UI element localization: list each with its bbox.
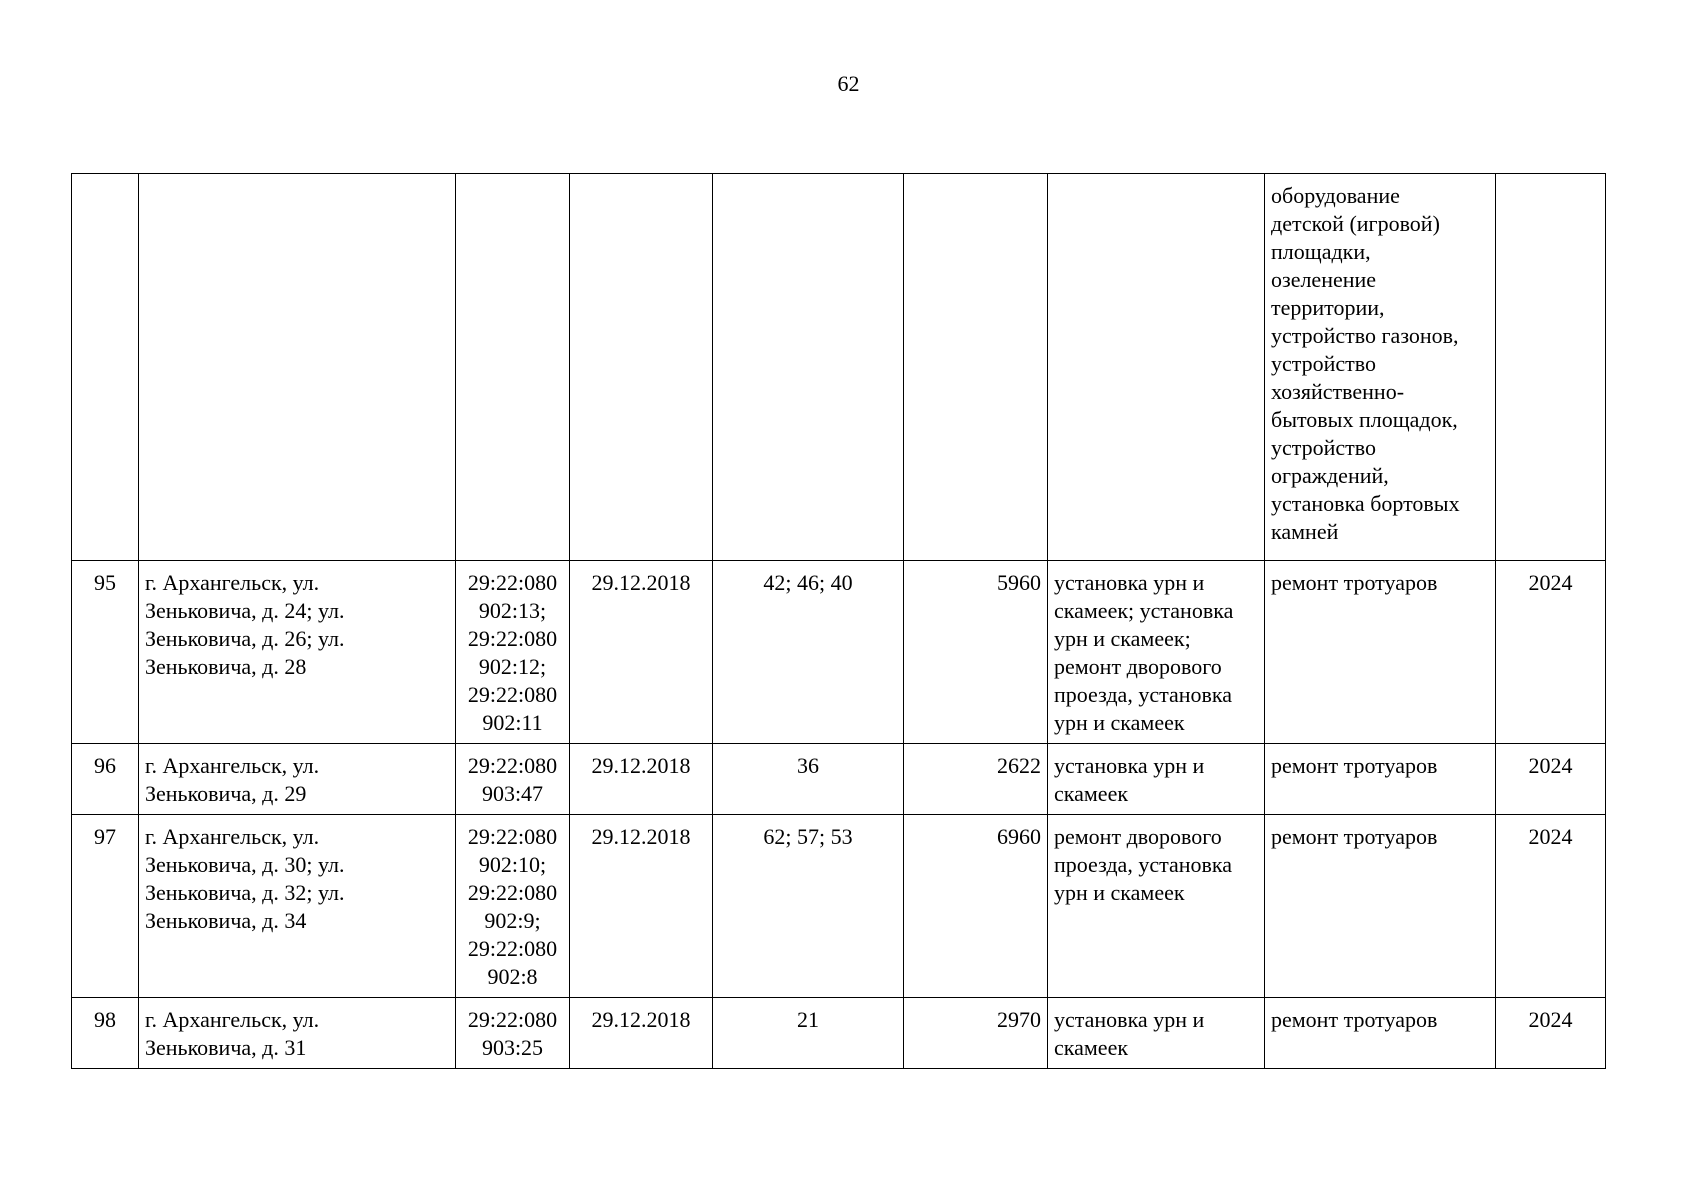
plan-line: установка бортовых	[1271, 491, 1460, 516]
address-line: Зеньковича, д. 24; ул.	[145, 598, 345, 623]
cell-planned-works	[1265, 744, 1496, 815]
page-number: 62	[837, 71, 860, 96]
address-line: Зеньковича, д. 34	[145, 908, 307, 933]
cell-completed-works	[1048, 174, 1265, 561]
cell-num: 97	[72, 815, 139, 998]
plan-line: хозяйственно-	[1271, 379, 1405, 404]
cell-apartments: 42; 46; 40	[713, 561, 904, 744]
plan-line: ремонт тротуаров	[1271, 753, 1438, 778]
cell-num: 96	[72, 744, 139, 815]
cell-date: 29.12.2018	[570, 998, 713, 1069]
cell-year: 2024	[1496, 998, 1606, 1069]
plan-line: бытовых площадок,	[1271, 407, 1458, 432]
done-line: урн и скамеек	[1054, 710, 1185, 735]
cell-cadastral	[456, 561, 570, 744]
cadastral-line: 902:9;	[484, 908, 541, 933]
cell-cadastral	[456, 815, 570, 998]
done-line: ремонт дворового	[1054, 824, 1222, 849]
cell-date: 29.12.2018	[570, 815, 713, 998]
cell-completed-works	[1048, 815, 1265, 998]
plan-line: площадки,	[1271, 239, 1371, 264]
table-row	[72, 998, 1606, 1069]
done-line: скамеек	[1054, 781, 1129, 806]
table-row	[72, 744, 1606, 815]
cadastral-line: 29:22:080	[467, 880, 558, 905]
cell-num	[72, 174, 139, 561]
cell-year: 2024	[1496, 744, 1606, 815]
address-line: г. Архангельск, ул.	[145, 1007, 320, 1032]
cadastral-line: 29:22:080	[467, 570, 558, 595]
cell-cadastral	[456, 998, 570, 1069]
plan-line: устройство	[1271, 351, 1377, 376]
yard-improvement-table	[71, 173, 1606, 1069]
plan-line: ремонт тротуаров	[1271, 824, 1438, 849]
cell-area: 2622	[904, 744, 1048, 815]
cell-num: 98	[72, 998, 139, 1069]
cell-address	[139, 815, 456, 998]
cell-completed-works	[1048, 561, 1265, 744]
cell-cadastral	[456, 174, 570, 561]
cadastral-line: 29:22:080	[467, 753, 558, 778]
cell-date	[570, 174, 713, 561]
table-row	[72, 815, 1606, 998]
address-line: Зеньковича, д. 26; ул.	[145, 626, 345, 651]
cadastral-line: 902:13;	[478, 598, 547, 623]
cell-year	[1496, 174, 1606, 561]
cell-planned-works	[1265, 174, 1496, 561]
cadastral-line: 903:25	[481, 1035, 544, 1060]
cadastral-line: 903:47	[481, 781, 544, 806]
done-line: проезда, установка	[1054, 682, 1233, 707]
cadastral-line: 29:22:080	[467, 682, 558, 707]
cell-completed-works	[1048, 998, 1265, 1069]
cadastral-line: 29:22:080	[467, 936, 558, 961]
plan-line: ограждений,	[1271, 463, 1389, 488]
cell-year: 2024	[1496, 815, 1606, 998]
cell-num: 95	[72, 561, 139, 744]
cell-address	[139, 174, 456, 561]
cadastral-line: 902:8	[487, 964, 538, 989]
done-line: установка урн и	[1054, 1007, 1205, 1032]
cadastral-line: 902:10;	[478, 852, 547, 877]
cell-apartments: 62; 57; 53	[713, 815, 904, 998]
plan-line: ремонт тротуаров	[1271, 1007, 1438, 1032]
address-line: Зеньковича, д. 31	[145, 1035, 307, 1060]
done-line: ремонт дворового	[1054, 654, 1222, 679]
cell-year: 2024	[1496, 561, 1606, 744]
cell-planned-works	[1265, 815, 1496, 998]
plan-line: устройство газонов,	[1271, 323, 1459, 348]
cell-date: 29.12.2018	[570, 561, 713, 744]
cell-address	[139, 998, 456, 1069]
cell-apartments: 36	[713, 744, 904, 815]
cadastral-line: 902:12;	[478, 654, 547, 679]
plan-line: камней	[1271, 519, 1339, 544]
done-line: установка урн и	[1054, 753, 1205, 778]
address-line: Зеньковича, д. 30; ул.	[145, 852, 345, 877]
done-line: установка урн и	[1054, 570, 1205, 595]
cell-address	[139, 744, 456, 815]
address-line: Зеньковича, д. 29	[145, 781, 307, 806]
done-line: урн и скамеек	[1054, 880, 1185, 905]
cadastral-line: 902:11	[482, 710, 543, 735]
done-line: урн и скамеек;	[1054, 626, 1191, 651]
cell-area: 5960	[904, 561, 1048, 744]
cell-area: 6960	[904, 815, 1048, 998]
cell-area	[904, 174, 1048, 561]
plan-line: территории,	[1271, 295, 1385, 320]
table-row	[72, 561, 1606, 744]
cell-date: 29.12.2018	[570, 744, 713, 815]
cadastral-line: 29:22:080	[467, 824, 558, 849]
done-line: скамеек; установка	[1054, 598, 1234, 623]
cadastral-line: 29:22:080	[467, 1007, 558, 1032]
cell-apartments	[713, 174, 904, 561]
cell-address	[139, 561, 456, 744]
address-line: г. Архангельск, ул.	[145, 753, 320, 778]
plan-line: оборудование	[1271, 183, 1400, 208]
plan-line: устройство	[1271, 435, 1377, 460]
cell-planned-works	[1265, 998, 1496, 1069]
cell-completed-works	[1048, 744, 1265, 815]
address-line: г. Архангельск, ул.	[145, 824, 320, 849]
address-line: г. Архангельск, ул.	[145, 570, 320, 595]
table-row-continuation	[72, 174, 1606, 561]
cell-planned-works	[1265, 561, 1496, 744]
cell-cadastral	[456, 744, 570, 815]
cell-apartments: 21	[713, 998, 904, 1069]
cadastral-line: 29:22:080	[467, 626, 558, 651]
done-line: проезда, установка	[1054, 852, 1233, 877]
plan-line: детской (игровой)	[1271, 211, 1440, 236]
plan-line: ремонт тротуаров	[1271, 570, 1438, 595]
address-line: Зеньковича, д. 28	[145, 654, 307, 679]
cell-area: 2970	[904, 998, 1048, 1069]
plan-line: озеленение	[1271, 267, 1377, 292]
done-line: скамеек	[1054, 1035, 1129, 1060]
address-line: Зеньковича, д. 32; ул.	[145, 880, 345, 905]
